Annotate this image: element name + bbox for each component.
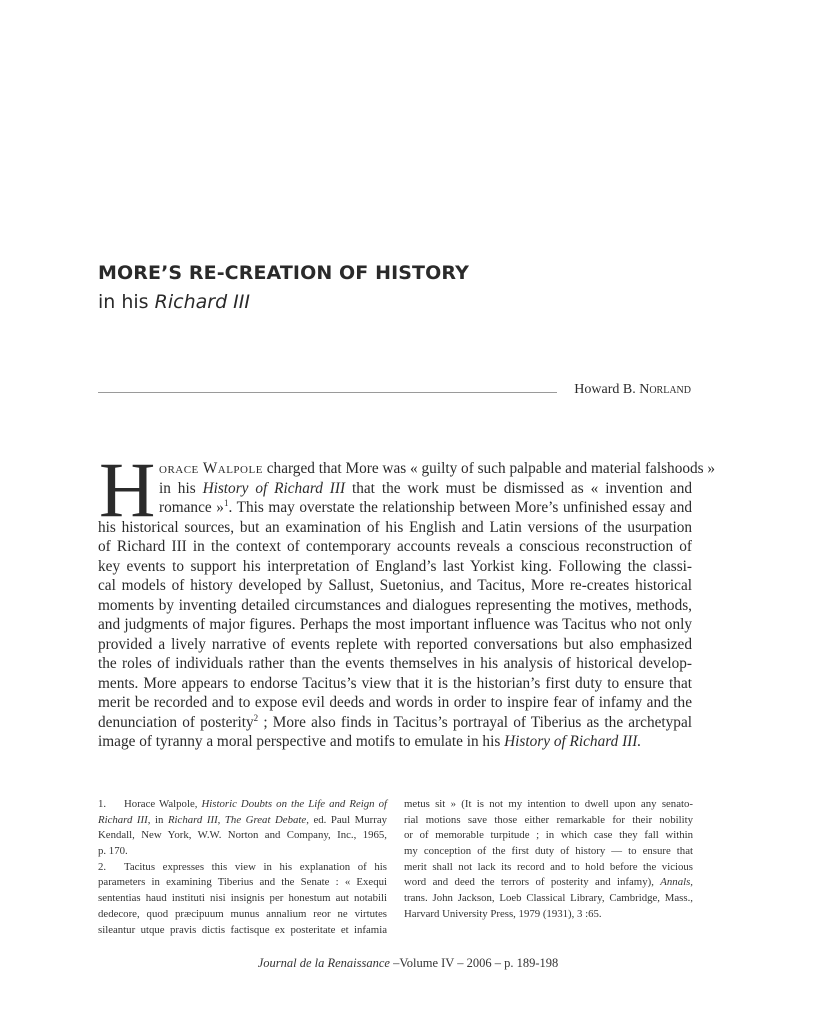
subtitle-prefix: in his bbox=[98, 291, 149, 313]
footnote-line: metus sit » (It is not my intention to dwell upon any senato- bbox=[404, 798, 693, 810]
abstract-line bbox=[98, 713, 692, 733]
footnote-text: , ed. Paul Murray bbox=[306, 813, 388, 826]
author-rule bbox=[98, 392, 557, 393]
abstract-line bbox=[159, 498, 692, 518]
abstract-line bbox=[159, 459, 716, 479]
abstract-line bbox=[98, 732, 692, 752]
author-name bbox=[574, 382, 691, 398]
abstract-line: and judgments of major figures. Perhaps the most important influence was Tacitus who not only bbox=[98, 616, 692, 633]
footnote-number: 2. bbox=[98, 860, 107, 873]
footnote-line bbox=[98, 860, 387, 876]
footnote-line bbox=[98, 797, 387, 813]
footnote-italic: Annals, bbox=[660, 876, 693, 889]
footnote-ref-2[interactable]: 2 bbox=[253, 712, 259, 723]
footnote-line: sententias haud instituti nisi insignis per honestum aut notabili bbox=[98, 892, 387, 905]
abstract-line: his historical sources, but an examination of his English and Latin versions of the usurpation bbox=[98, 518, 692, 536]
drop-cap: H bbox=[99, 446, 156, 533]
abstract-italic: History of Richard III. bbox=[504, 733, 642, 750]
footnote-line: sileantur utque pravis dictis factisque ex posteritate et infamia bbox=[98, 923, 387, 936]
journal-name: Journal de la Renaissance bbox=[257, 956, 390, 970]
abstract-text: in his bbox=[159, 479, 203, 497]
footnote-italic: Richard III, The Great Debate bbox=[167, 813, 307, 826]
author-name-smallcaps: orace Walpole bbox=[159, 460, 263, 477]
abstract-line: merit be recorded and to expose evil deeds and words in order to inspire fear of infamy and the bbox=[98, 694, 692, 711]
footnote-line bbox=[98, 813, 387, 829]
footnote-number: 1. bbox=[98, 798, 107, 810]
abstract-italic: History of Richard III bbox=[202, 479, 346, 497]
footnote-text: , in bbox=[147, 813, 168, 826]
footnote-line: or of memorable turpitude ; in which case they fall within bbox=[404, 829, 693, 842]
author-last: Norland bbox=[639, 382, 691, 397]
abstract bbox=[98, 459, 716, 752]
footnotes-left-column bbox=[98, 797, 387, 938]
footnote-ref-1[interactable]: 1 bbox=[223, 497, 229, 508]
footnote-italic: Richard III bbox=[98, 813, 148, 826]
abstract-text: . This may overstate the relationship between More’s unfinished essay and bbox=[228, 499, 692, 516]
abstract-text: denunciation of posterity bbox=[98, 713, 254, 731]
footnote-line: merit shall not lack its record and to hold before the vicious bbox=[404, 860, 693, 873]
footnote-text: word and deed the terrors of posterity and infamy), bbox=[404, 876, 661, 889]
footnote-line: my conception of the first duty of history — to ensure that bbox=[404, 845, 693, 858]
abstract-line: moments by inventing detailed circumstances and dialogues representing the motives, methods, bbox=[98, 596, 692, 614]
abstract-line: ments. More appears to endorse Tacitus’s view that it is the historian’s first duty to ensure that bbox=[98, 674, 692, 692]
author-first: Howard B. bbox=[574, 382, 636, 397]
article-subtitle bbox=[98, 291, 250, 313]
footnote-text: Tacitus expresses this view in his explanation of his bbox=[124, 860, 387, 873]
journal-volume-pages: –Volume IV – 2006 – p. 189-198 bbox=[389, 956, 559, 970]
abstract-line: cal models of history developed by Sallust, Suetonius, and Tacitus, More re-creates historical bbox=[98, 577, 692, 594]
abstract-line: provided a lively narrative of events replete with reported conversations but also emphasized bbox=[98, 635, 692, 653]
abstract-text: charged that More was « guilty of such palpable and material falshoods » bbox=[262, 460, 716, 477]
abstract-line bbox=[159, 479, 692, 499]
abstract-line: of Richard III in the context of contemporary accounts reveals a conscious reconstruction of bbox=[98, 538, 692, 555]
footnote-line: trans. John Jackson, Loeb Classical Library, Cambridge, Mass., bbox=[404, 892, 693, 905]
footnote-line: rial motions save those either remarkable for their nobility bbox=[404, 813, 693, 826]
footnote-line bbox=[404, 875, 693, 891]
abstract-text: that the work must be dismissed as « invention and bbox=[345, 479, 692, 497]
abstract-line: the roles of individuals rather than the events themselves in his analysis of historical develop- bbox=[98, 655, 692, 672]
footnotes-right-column bbox=[404, 797, 693, 923]
abstract-text: ; More also finds in Tacitus’s portrayal of Tiberius as the archetypal bbox=[258, 713, 692, 731]
footnote-line: p. 170. bbox=[98, 845, 128, 858]
abstract-text: romance » bbox=[159, 499, 224, 516]
footnote-text: Horace Walpole, bbox=[124, 798, 202, 810]
abstract-text: image of tyranny a moral perspective and motifs to emulate in his bbox=[98, 733, 505, 750]
page-footer bbox=[0, 956, 816, 971]
abstract-line: key events to support his interpretation of England’s last Yorkist king. Following the classi- bbox=[98, 557, 692, 575]
footnote-line: Harvard University Press, 1979 (1931), 3 :65. bbox=[404, 907, 602, 920]
footnote-line: dedecore, quod præcipuum munus annalium reor ne virtutes bbox=[98, 907, 387, 920]
subtitle-italic: Richard III bbox=[154, 291, 250, 313]
footnote-italic: Historic Doubts on the Life and Reign of bbox=[201, 798, 387, 810]
article-title: MORE’S RE-CREATION OF HISTORY bbox=[98, 262, 469, 284]
footnote-line: Kendall, New York, W.W. Norton and Company, Inc., 1965, bbox=[98, 829, 387, 842]
footnote-line: parameters in examining Tiberius and the Senate : « Exequi bbox=[98, 876, 387, 889]
